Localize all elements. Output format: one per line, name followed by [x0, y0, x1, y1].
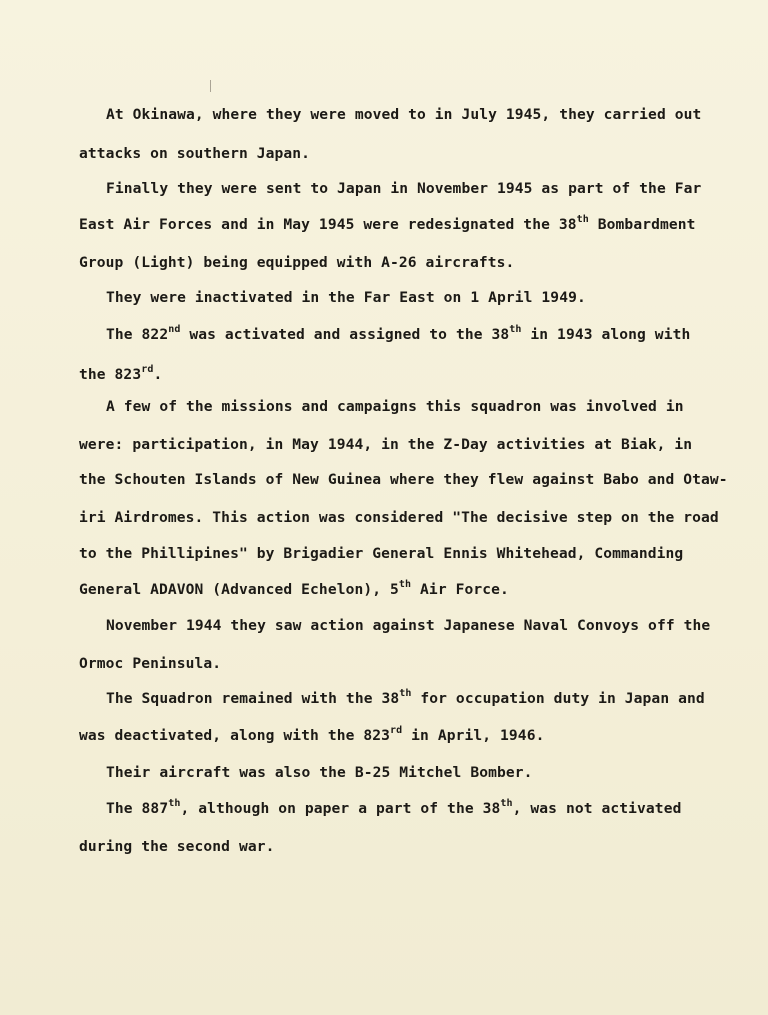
text-run: Group (Light) being equipped with A-26 aircrafts.: [79, 254, 515, 271]
text-line: [79, 838, 275, 855]
text-run: A few of the missions and campaigns this squadron was involved in: [106, 398, 684, 415]
superscript-suffix: th: [509, 324, 522, 335]
text-run: during the second war.: [79, 838, 275, 855]
superscript-suffix: nd: [168, 324, 181, 335]
text-run: The 822: [106, 326, 169, 343]
text-run: attacks on southern Japan.: [79, 145, 311, 162]
text-run: the Schouten Islands of New Guinea where they flew against Babo and Otaw-: [79, 471, 728, 488]
text-line: [79, 471, 728, 488]
text-run: was deactivated, along with the 823: [79, 727, 391, 744]
superscript-suffix: rd: [390, 725, 403, 736]
text-line: [79, 509, 719, 526]
text-run: were: participation, in May 1944, in the Z-Day activities at Biak, in: [79, 436, 693, 453]
superscript-suffix: rd: [141, 364, 154, 375]
text-run: , although on paper a part of the 38: [180, 800, 501, 817]
text-run: Air Force.: [411, 581, 509, 598]
stray-pencil-mark: [210, 80, 211, 92]
text-line: [106, 398, 684, 415]
text-line: [106, 800, 681, 817]
superscript-suffix: th: [500, 798, 513, 809]
text-run: , was not activated: [512, 800, 682, 817]
text-run: The 887: [106, 800, 169, 817]
text-run: They were inactivated in the Far East on 1 April 1949.: [106, 289, 586, 306]
text-run: for occupation duty in Japan and: [411, 690, 705, 707]
text-line: [106, 106, 701, 123]
superscript-suffix: th: [399, 688, 412, 699]
text-run: in April, 1946.: [402, 727, 545, 744]
text-run: East Air Forces and in May 1945 were redesignated the 38: [79, 216, 577, 233]
text-line: [106, 180, 701, 197]
text-line: [79, 655, 221, 672]
text-run: was activated and assigned to the 38: [180, 326, 510, 343]
text-run: Ormoc Peninsula.: [79, 655, 222, 672]
text-line: [79, 436, 692, 453]
text-line: [106, 326, 690, 343]
superscript-suffix: th: [168, 798, 181, 809]
text-run: Finally they were sent to Japan in November 1945 as part of the Far: [106, 180, 702, 197]
text-line: [79, 145, 310, 162]
text-line: [79, 254, 514, 271]
text-line: [106, 289, 586, 306]
text-line: [106, 764, 533, 781]
text-line: [79, 545, 683, 562]
text-run: .: [153, 366, 163, 383]
superscript-suffix: th: [576, 214, 589, 225]
text-line: [79, 581, 509, 598]
text-line: [79, 366, 162, 383]
text-line: [106, 617, 710, 634]
text-run: to the Phillipines" by Brigadier General Ennis Whitehead, Commanding: [79, 545, 684, 562]
text-run: The Squadron remained with the 38: [106, 690, 400, 707]
text-run: At Okinawa, where they were moved to in July 1945, they carried out: [106, 106, 702, 123]
text-run: in 1943 along with: [521, 326, 691, 343]
text-line: [79, 216, 696, 233]
superscript-suffix: th: [398, 579, 412, 590]
text-line: [79, 727, 544, 744]
text-run: Bombardment: [588, 216, 696, 233]
text-run: the 823: [79, 366, 142, 383]
text-run: Their aircraft was also the B-25 Mitchel Bomber.: [106, 764, 533, 781]
text-run: November 1944 they saw action against Japanese Naval Convoys off the: [106, 617, 711, 634]
text-run: General ADAVON (Advanced Echelon), 5: [79, 581, 399, 598]
text-line: [106, 690, 705, 707]
text-run: iri Airdromes. This action was considered "The decisive step on the road: [79, 509, 719, 526]
